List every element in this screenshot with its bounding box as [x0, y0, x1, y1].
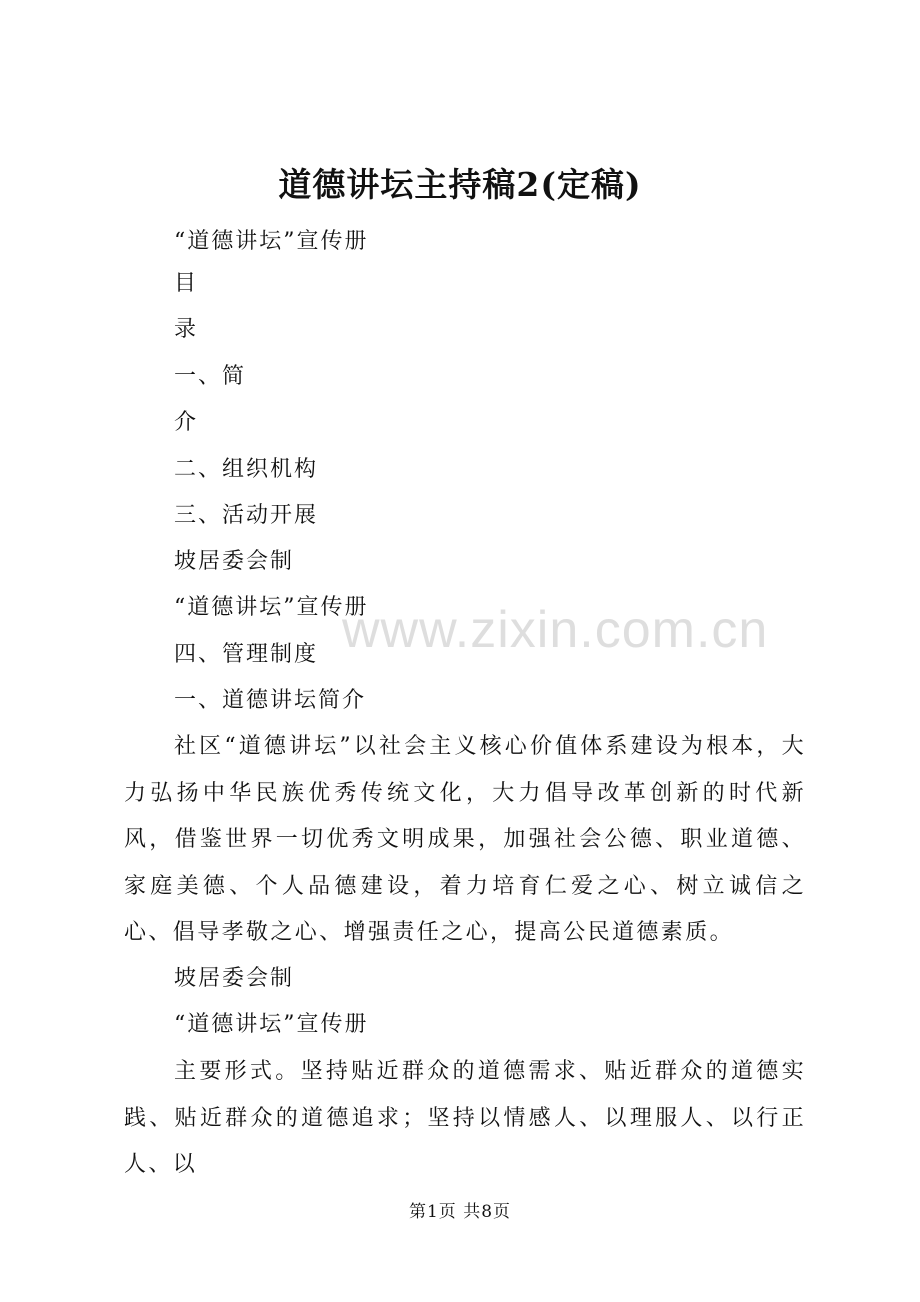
text-line-brochure-2: “道德讲坛”宣传册	[174, 595, 369, 620]
page-footer: 第1页 共8页	[408, 1202, 512, 1222]
watermark: www.zixin.com.cn	[342, 601, 769, 659]
text-line-brochure-3: “道德讲坛”宣传册	[174, 1012, 369, 1037]
text-line-heading-intro: 一、道德讲坛简介	[174, 688, 367, 713]
text-line-section-3: 三、活动开展	[174, 503, 319, 528]
document-title: 道德讲坛主持稿2(定稿)	[278, 165, 642, 204]
text-line-section-1-part-a: 一、简	[174, 364, 247, 389]
text-line-committee: 坡居委会制	[174, 549, 295, 574]
paragraph-intro: 社区“道德讲坛”以社会主义核心价值体系建设为根本，大力弘扬中华民族优秀传统文化，大力倡导改革创新的时代新风，借鉴世界一切优秀文明成果，加强社会公德、职业道德、家庭美德、个人品德建设，着力培育仁爱之心、树立诚信之心、倡导孝敬之心、增强责任之心，提高公民道德素质。	[124, 734, 806, 945]
text-line-section-4: 四、管理制度	[174, 642, 319, 667]
text-line-section-1-part-b: 介	[174, 410, 199, 435]
text-line-section-2: 二、组织机构	[174, 457, 319, 482]
paragraph-main-form: 主要形式。坚持贴近群众的道德需求、贴近群众的道德实践、贴近群众的道德追求；坚持以情感人、以理服人、以行正人、以	[124, 1059, 806, 1177]
text-line-lu: 录	[174, 317, 199, 342]
text-line-brochure: “道德讲坛”宣传册	[174, 229, 369, 254]
text-line-mu: 目	[174, 271, 199, 296]
text-line-committee-2: 坡居委会制	[174, 966, 295, 991]
